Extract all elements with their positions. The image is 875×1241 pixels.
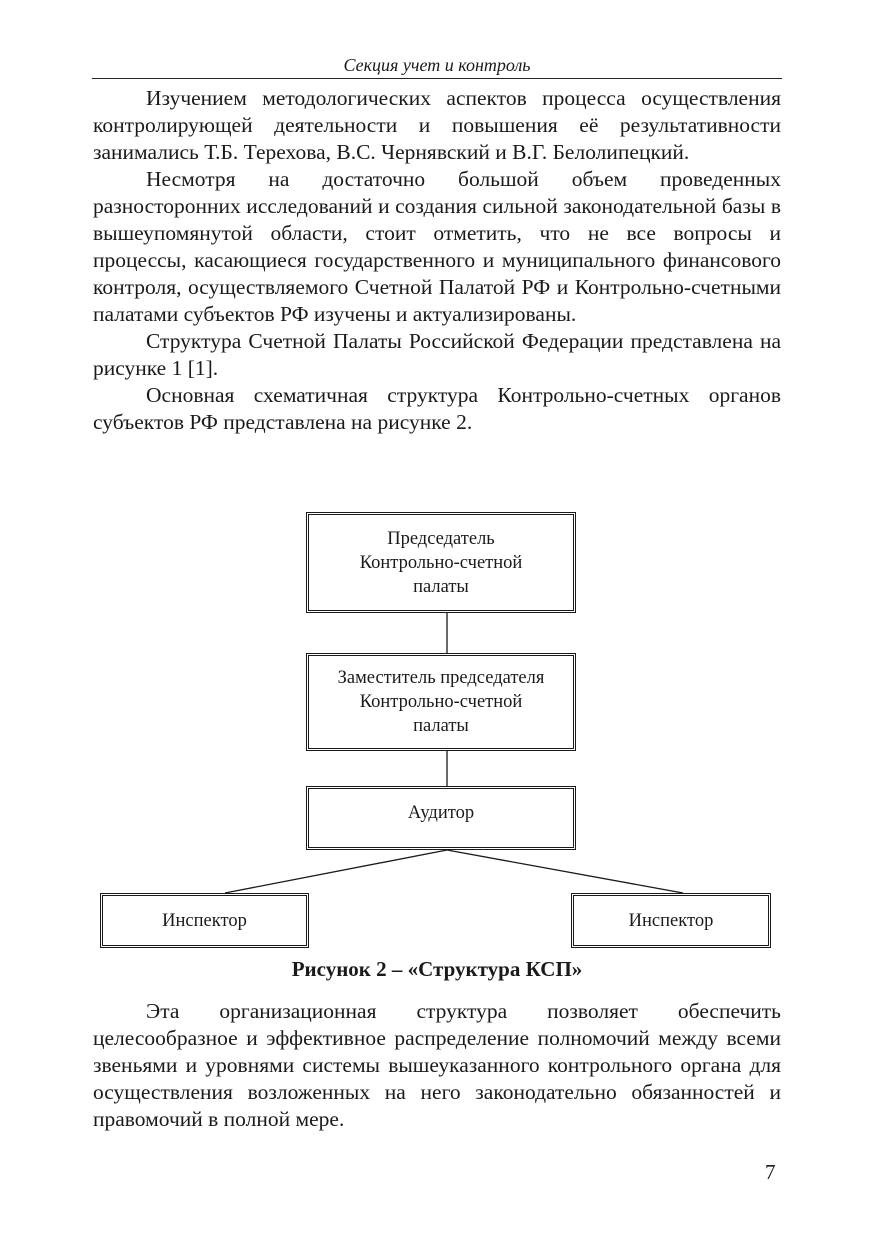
box-line: палаты — [413, 716, 469, 736]
box-label: Аудитор — [407, 803, 475, 823]
org-box-chairman — [306, 512, 576, 613]
box-line: Председатель — [387, 528, 495, 549]
box-line: Заместитель председателя — [337, 668, 545, 688]
box-line: Контрольно-счетной — [359, 552, 523, 573]
section-title: Секция учет и контроль — [343, 55, 531, 75]
paragraph: Структура Счетной Палаты Российской Федерации представлена на рисунке 1 [1]. — [93, 329, 781, 380]
page-number: 7 — [765, 1160, 776, 1184]
org-box-auditor — [306, 786, 576, 850]
org-box-inspector-right — [571, 893, 771, 948]
paragraph: Эта организационная структура позволяет обеспечить целесообразное и эффективное распределение полномочий между всеми звеньями и уровнями системы вышеуказанного контрольного органа для осуществления возложенных на него законодательно обязанностей и правомочий в полной мере. — [93, 999, 781, 1131]
org-box-deputy-chairman — [306, 653, 576, 751]
box-line: Контрольно-счетной — [359, 692, 523, 712]
paragraph: Изучением методологических аспектов процесса осуществления контролирующей деятельности и повышения её результативности занимались Т.Б. Терехова, В.С. Чернявский и В.Г. Белолипецкий. — [93, 86, 781, 164]
text-block-bottom — [93, 998, 781, 1133]
box-line: палаты — [413, 576, 469, 597]
connector-auditor-inspector-right — [447, 850, 683, 893]
org-box-inspector-left — [100, 893, 309, 948]
box-label: Инспектор — [628, 910, 714, 931]
box-label: Инспектор — [162, 910, 247, 931]
connector-auditor-inspector-left — [225, 850, 447, 893]
figure-caption: Рисунок 2 – «Структура КСП» — [291, 957, 583, 981]
paragraph: Несмотря на достаточно большой объем проведенных разносторонних исследований и создания сильной законодательной базы в вышеупомянутой области, стоит отметить, что не все вопросы и процессы, касающиеся государственного и муниципального финансового контроля, осуществляемого Счетной Палатой РФ и Контрольно-счетными палатами субъектов РФ изучены и актуализированы. — [93, 167, 781, 326]
paragraph: Основная схематичная структура Контрольно-счетных органов субъектов РФ представлена на рисунке 2. — [93, 383, 781, 434]
